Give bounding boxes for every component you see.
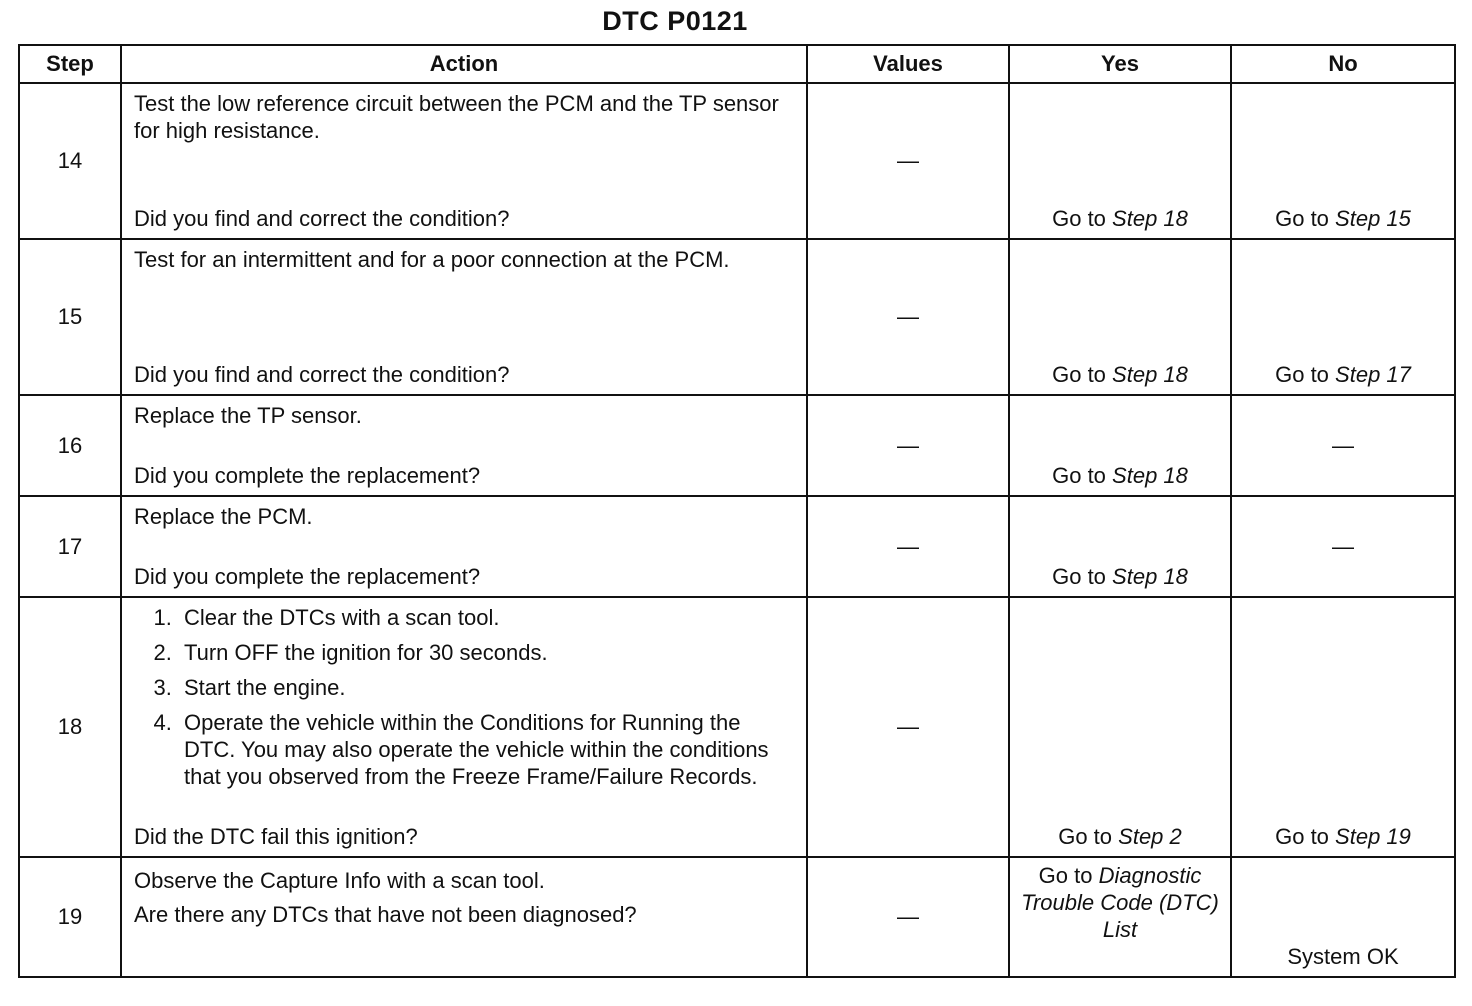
go-to-label: Go to: [1275, 206, 1329, 231]
action-text: Replace the TP sensor.: [134, 403, 362, 428]
values-cell: [807, 496, 1009, 597]
go-to-label: Go to: [1275, 824, 1329, 849]
no-step-link[interactable]: Step 17: [1335, 362, 1411, 387]
action-cell: [121, 597, 807, 857]
table-row: [19, 597, 1455, 857]
no-cell: [1231, 395, 1455, 496]
action-text: Test the low reference circuit between the PCM and the TP sensor for high resistance.: [134, 91, 779, 143]
yes-step-link[interactable]: Step 18: [1112, 463, 1188, 488]
action-cell: [121, 83, 807, 239]
go-to-label: Go to: [1052, 463, 1106, 488]
table-row: [19, 239, 1455, 395]
yes-dtc-list-link[interactable]: Diagnostic Trouble Code (DTC) List: [1021, 863, 1219, 942]
yes-step-link[interactable]: Step 2: [1118, 824, 1182, 849]
action-text: Observe the Capture Info with a scan tool.: [134, 868, 545, 893]
no-cell: [1231, 857, 1455, 977]
action-cell: [121, 857, 807, 977]
values-dash: —: [897, 304, 919, 329]
list-item: 1. Clear the DTCs with a scan tool.: [178, 604, 794, 631]
action-text: Test for an intermittent and for a poor connection at the PCM.: [134, 247, 730, 272]
values-dash: —: [897, 904, 919, 929]
column-header-values: Values: [807, 45, 1009, 83]
no-step-link[interactable]: Step 19: [1335, 824, 1411, 849]
yes-cell: [1009, 857, 1231, 977]
values-dash: —: [897, 714, 919, 739]
values-dash: —: [897, 148, 919, 173]
action-question: Did you find and correct the condition?: [134, 206, 510, 231]
step-number: 16: [19, 395, 121, 496]
table-row: [19, 857, 1455, 977]
diagnostic-table: [18, 44, 1456, 978]
table-row: [19, 496, 1455, 597]
go-to-label: Go to: [1052, 206, 1106, 231]
step-number: 14: [19, 83, 121, 239]
action-question: Did you find and correct the condition?: [134, 362, 510, 387]
no-dash: —: [1332, 533, 1354, 559]
values-cell: [807, 83, 1009, 239]
values-cell: [807, 395, 1009, 496]
action-question: Are there any DTCs that have not been diagnosed?: [134, 902, 637, 927]
no-cell: [1231, 496, 1455, 597]
no-cell: [1231, 597, 1455, 857]
column-header-action: Action: [121, 45, 807, 83]
go-to-label: Go to: [1052, 362, 1106, 387]
page-title: DTC P0121: [602, 6, 748, 36]
column-header-step: Step: [19, 45, 121, 83]
go-to-label: Go to: [1275, 362, 1329, 387]
table-header-row: [19, 45, 1455, 83]
action-cell: [121, 239, 807, 395]
no-cell: [1231, 239, 1455, 395]
go-to-label: Go to: [1058, 824, 1113, 849]
no-dash: —: [1332, 432, 1354, 458]
no-cell: [1231, 83, 1455, 239]
table-row: [19, 83, 1455, 239]
table-row: [19, 395, 1455, 496]
yes-cell: [1009, 597, 1231, 857]
yes-cell: [1009, 496, 1231, 597]
step-number: 19: [19, 857, 121, 977]
values-dash: —: [897, 432, 919, 458]
values-cell: [807, 597, 1009, 857]
step-number: 18: [19, 597, 121, 857]
go-to-label: Go to: [1052, 564, 1106, 589]
no-step-link[interactable]: Step 15: [1335, 206, 1411, 231]
go-to-label: Go to: [1038, 863, 1093, 888]
action-cell: [121, 496, 807, 597]
yes-cell: [1009, 239, 1231, 395]
yes-step-link[interactable]: Step 18: [1112, 206, 1188, 231]
action-question: Did you complete the replacement?: [134, 463, 481, 488]
values-dash: —: [897, 533, 919, 559]
action-text: Replace the PCM.: [134, 504, 313, 529]
yes-cell: [1009, 83, 1231, 239]
yes-step-link[interactable]: Step 18: [1112, 362, 1188, 387]
values-cell: [807, 857, 1009, 977]
list-item: 3. Start the engine.: [178, 674, 794, 701]
yes-step-link[interactable]: Step 18: [1112, 564, 1188, 589]
step-number: 17: [19, 496, 121, 597]
step-number: 15: [19, 239, 121, 395]
action-question: Did you complete the replacement?: [134, 564, 481, 589]
list-item: 2. Turn OFF the ignition for 30 seconds.: [178, 639, 794, 666]
list-item: 4. Operate the vehicle within the Conditions for Running the DTC. You may also operate the vehicle within the conditions that you observed from the Freeze Frame/Failure Records.: [178, 709, 794, 790]
values-cell: [807, 239, 1009, 395]
action-steps-list: [122, 604, 794, 790]
column-header-yes: Yes: [1009, 45, 1231, 83]
action-question: Did the DTC fail this ignition?: [134, 824, 418, 849]
action-cell: [121, 395, 807, 496]
yes-cell: [1009, 395, 1231, 496]
system-ok-text: System OK: [1287, 944, 1399, 969]
column-header-no: No: [1231, 45, 1455, 83]
